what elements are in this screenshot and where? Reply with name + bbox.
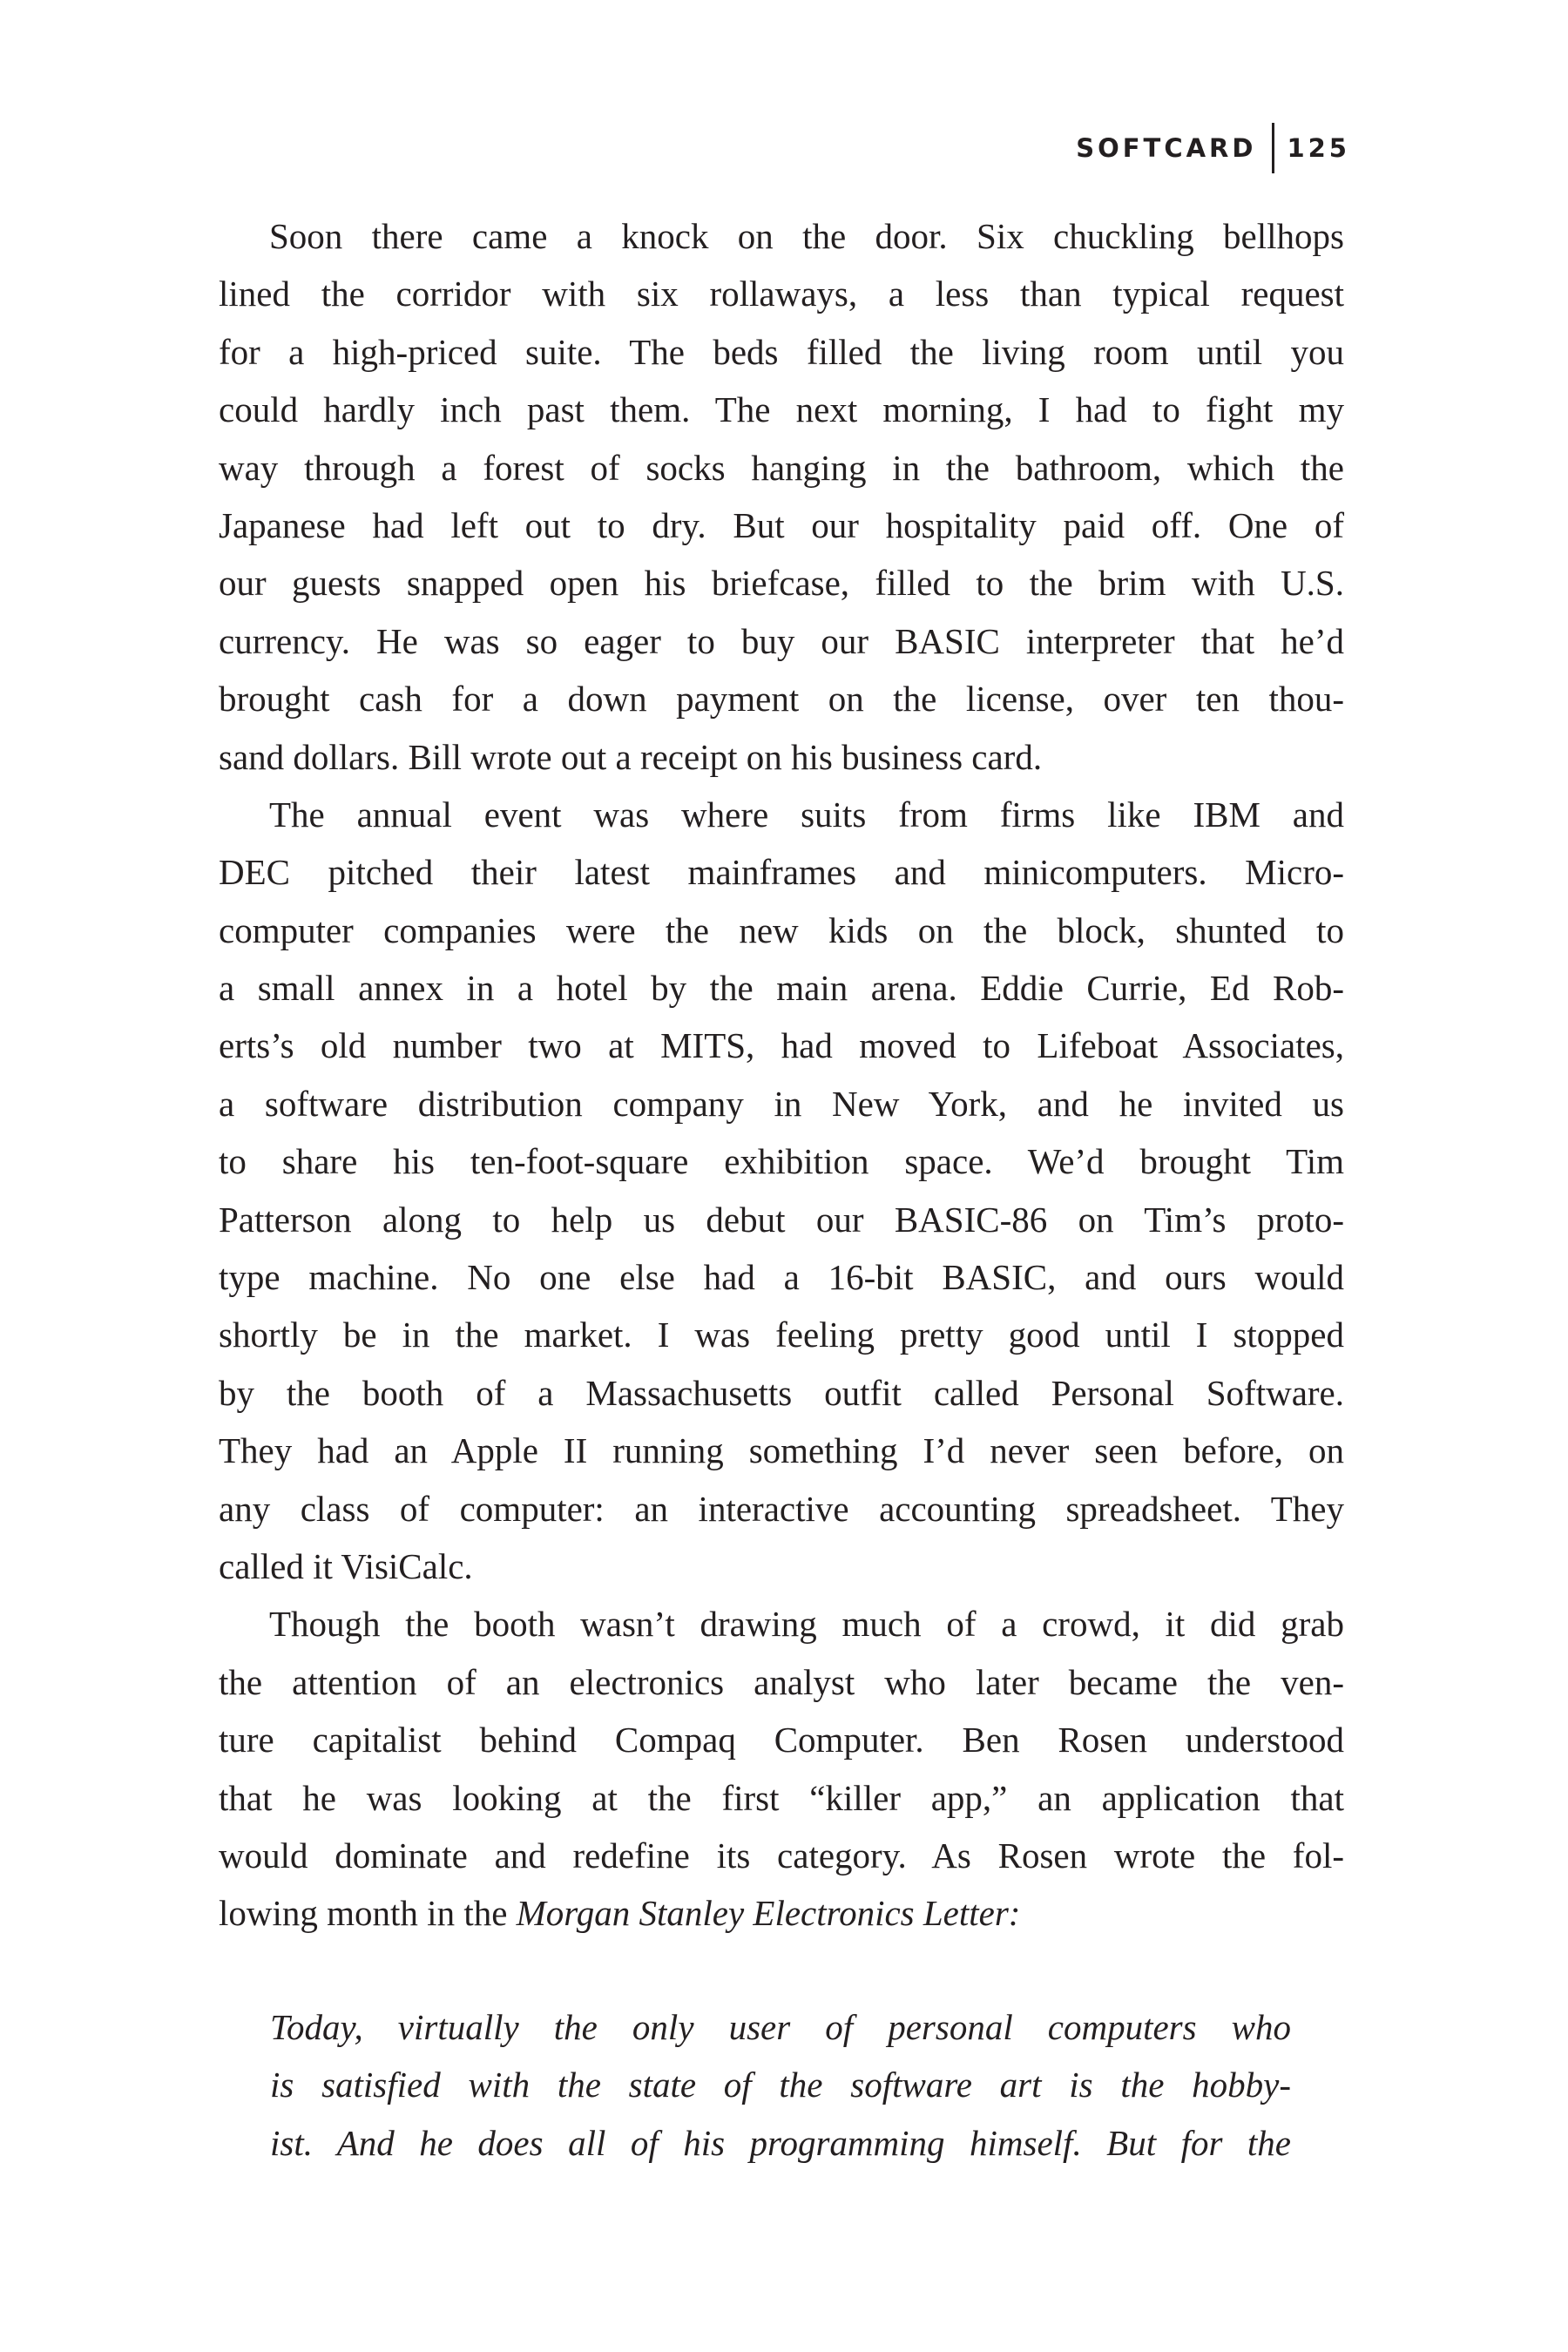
text-line: They had an Apple II running something I’d never seen before, on bbox=[219, 1430, 1344, 1471]
text-line: Japanese had left out to dry. But our hospitality paid off. One of bbox=[219, 504, 1344, 545]
text-line: Patterson along to help us debut our BASIC-86 on Tim’s proto- bbox=[219, 1199, 1344, 1240]
body-text bbox=[219, 207, 1344, 1943]
quote-line: Today, virtually the only user of personal computers who bbox=[270, 2007, 1291, 2047]
text-line: by the booth of a Massachusetts outfit called Personal Software. bbox=[219, 1372, 1344, 1413]
text-line: way through a forest of socks hanging in the bathroom, which the bbox=[219, 447, 1344, 488]
text-line: that he was looking at the first “killer app,” an application that bbox=[219, 1777, 1344, 1818]
text-line: would dominate and redefine its category. As Rosen wrote the fol- bbox=[219, 1835, 1344, 1876]
text-line: could hardly inch past them. The next morning, I had to fight my bbox=[219, 389, 1344, 430]
text-line: computer companies were the new kids on the block, shunted to bbox=[219, 909, 1344, 950]
running-head-divider bbox=[1272, 123, 1274, 173]
text-line-with-title bbox=[219, 1884, 1344, 1942]
text-line: Though the booth wasn’t drawing much of a crowd, it did grab bbox=[269, 1604, 1344, 1645]
text-line: a small annex in a hotel by the main arena. Eddie Currie, Ed Rob- bbox=[219, 968, 1344, 1009]
quote-line: is satisfied with the state of the software art is the hobby- bbox=[270, 2065, 1291, 2105]
quote-line: ist. And he does all of his programming himself. But for the bbox=[270, 2122, 1291, 2163]
text-line: brought cash for a down payment on the license, over ten thou- bbox=[219, 679, 1344, 720]
block-quote bbox=[270, 1998, 1291, 2172]
text-line: Soon there came a knock on the door. Six chuckling bellhops bbox=[269, 216, 1344, 256]
text-line: called it VisiCalc. bbox=[219, 1545, 473, 1586]
text-line: ture capitalist behind Compaq Computer. Ben Rosen understood bbox=[219, 1720, 1344, 1761]
text-line: to share his ten-foot-square exhibition space. We’d brought Tim bbox=[219, 1141, 1344, 1182]
text-line: currency. He was so eager to buy our BASIC interpreter that he’d bbox=[219, 620, 1344, 661]
text-line: DEC pitched their latest mainframes and minicomputers. Micro- bbox=[219, 852, 1344, 893]
text-line: sand dollars. Bill wrote out a receipt on his business card. bbox=[219, 736, 1043, 777]
text-line: erts’s old number two at MITS, had moved to Lifeboat Associates, bbox=[219, 1025, 1344, 1066]
text-line: any class of computer: an interactive accounting spreadsheet. They bbox=[219, 1488, 1344, 1529]
text-line: a software distribution company in New York, and he invited us bbox=[219, 1083, 1344, 1124]
text-line: The annual event was where suits from firms like IBM and bbox=[269, 794, 1344, 835]
text-line-prefix: lowing month in the bbox=[219, 1893, 517, 1934]
running-head-section: SOFTCARD bbox=[1076, 133, 1257, 163]
text-line: lined the corridor with six rollaways, a less than typical request bbox=[219, 274, 1344, 314]
page-number: 125 bbox=[1287, 133, 1350, 163]
text-line: shortly be in the market. I was feeling pretty good until I stopped bbox=[219, 1315, 1344, 1355]
publication-title: Morgan Stanley Electronics Letter: bbox=[516, 1893, 1021, 1934]
text-line: our guests snapped open his briefcase, filled to the brim with U.S. bbox=[219, 563, 1344, 604]
running-head bbox=[1076, 122, 1350, 174]
text-line: the attention of an electronics analyst who later became the ven- bbox=[219, 1661, 1344, 1702]
text-line: type machine. No one else had a 16-bit BASIC, and ours would bbox=[219, 1257, 1344, 1298]
text-line: for a high-priced suite. The beds filled the living room until you bbox=[219, 331, 1344, 372]
